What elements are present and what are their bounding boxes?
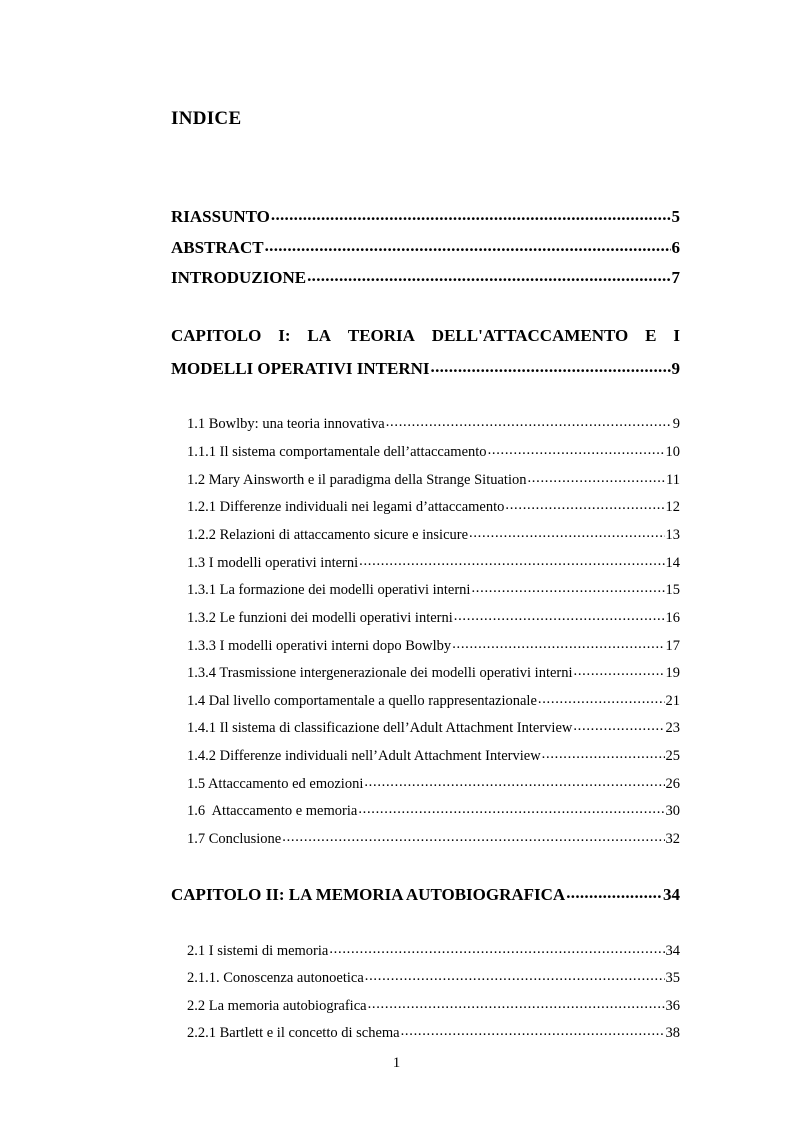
toc-entry-page: 16: [665, 609, 680, 626]
toc-entry-abstract[interactable]: [171, 236, 680, 258]
toc-entry-page: 13: [665, 526, 680, 543]
leader-dots: [358, 800, 664, 815]
toc-entry-label: ABSTRACT: [171, 238, 264, 257]
leader-dots: [566, 883, 662, 900]
toc-entry-section[interactable]: [187, 579, 680, 599]
toc-entry-label: 1.5 Attaccamento ed emozioni: [187, 775, 364, 792]
leader-dots: [488, 441, 665, 456]
toc-entry-section[interactable]: [187, 413, 680, 433]
toc-entry-page: 34: [665, 942, 680, 959]
toc-entry-page: 25: [665, 747, 680, 764]
toc-entry-page: 9: [671, 359, 680, 378]
toc-entry-label: 1.2 Mary Ainsworth e il paradigma della Strange Situation: [187, 471, 527, 488]
toc-entry-label: 1.3.1 La formazione dei modelli operativi interni: [187, 581, 471, 598]
toc-entry-label: 2.2 La memoria autobiografica: [187, 997, 367, 1014]
leader-dots: [368, 995, 665, 1010]
toc-entry-section[interactable]: [187, 607, 680, 627]
chapter-1-word: DELL'ATTACCAMENTO: [431, 326, 629, 345]
leader-dots: [542, 745, 665, 760]
toc-entry-section[interactable]: [187, 635, 680, 655]
toc-entry-page: 11: [666, 471, 680, 488]
toc-entry-section[interactable]: [187, 1022, 680, 1042]
toc-entry-section[interactable]: [187, 496, 680, 516]
toc-entry-riassunto[interactable]: [171, 205, 680, 227]
toc-entry-section[interactable]: [187, 469, 680, 489]
toc-entry-section[interactable]: [187, 940, 680, 960]
toc-entry-page: 6: [671, 238, 680, 257]
toc-entry-label: RIASSUNTO: [171, 207, 270, 226]
toc-entry-page: 15: [665, 581, 680, 598]
toc-entry-page: 14: [665, 554, 680, 571]
toc-entry-page: 38: [665, 1024, 680, 1041]
leader-dots: [573, 717, 664, 732]
toc-entry-section[interactable]: [187, 800, 680, 820]
toc-entry-section[interactable]: [187, 662, 680, 682]
toc-entry-page: 32: [665, 830, 680, 847]
leader-dots: [505, 496, 664, 511]
toc-entry-section[interactable]: [187, 828, 680, 848]
toc-entry-section[interactable]: [187, 524, 680, 544]
toc-entry-page: 23: [665, 719, 680, 736]
leader-dots: [307, 266, 670, 283]
toc-entry-label: 1.2.2 Relazioni di attaccamento sicure e insicure: [187, 526, 469, 543]
leader-dots: [359, 552, 664, 567]
toc-entry-section[interactable]: [187, 745, 680, 765]
leader-dots: [365, 967, 665, 982]
leader-dots: [265, 236, 671, 253]
leader-dots: [469, 524, 664, 539]
toc-entry-label: 1.3 I modelli operativi interni: [187, 554, 359, 571]
toc-entry-label: 1.7 Conclusione: [187, 830, 282, 847]
toc-entry-page: 26: [665, 775, 680, 792]
toc-entry-section[interactable]: [187, 441, 680, 461]
chapter-1-word: E: [645, 326, 657, 345]
toc-entry-label: MODELLI OPERATIVI INTERNI: [171, 359, 430, 378]
toc-entry-page: 7: [671, 268, 680, 287]
toc-entry-label: 1.1 Bowlby: una teoria innovativa: [187, 415, 385, 432]
toc-entry-label: 2.2.1 Bartlett e il concetto di schema: [187, 1024, 400, 1041]
toc-entry-section[interactable]: [187, 773, 680, 793]
leader-dots: [364, 773, 664, 788]
leader-dots: [431, 357, 671, 374]
toc-entry-label: 1.4 Dal livello comportamentale a quello rappresentazionale: [187, 692, 537, 709]
leader-dots: [454, 607, 665, 622]
toc-entry-label: CAPITOLO II: LA MEMORIA AUTOBIOGRAFICA: [171, 885, 566, 904]
leader-dots: [471, 579, 664, 594]
toc-entry-label: 1.4.1 Il sistema di classificazione dell’Adult Attachment Interview: [187, 719, 573, 736]
toc-entry-section[interactable]: [187, 995, 680, 1015]
toc-entry-page: 10: [665, 443, 680, 460]
chapter-1-title-line1[interactable]: [171, 326, 680, 346]
leader-dots: [282, 828, 664, 843]
chapter-1-word: TEORIA: [347, 326, 415, 345]
toc-entry-page: 12: [665, 498, 680, 515]
page-title: INDICE: [171, 108, 242, 129]
chapter-1-word: CAPITOLO: [171, 326, 262, 345]
toc-entry-label: INTRODUZIONE: [171, 268, 307, 287]
toc-entry-page: 5: [671, 207, 680, 226]
leader-dots: [538, 690, 665, 705]
toc-entry-page: 17: [665, 637, 680, 654]
chapter-1-word: LA: [307, 326, 331, 345]
toc-entry-page: 21: [665, 692, 680, 709]
toc-entry-page: 19: [665, 664, 680, 681]
toc-entry-page: 35: [665, 969, 680, 986]
toc-entry-label: 1.3.4 Trasmissione intergenerazionale dei modelli operativi interni: [187, 664, 573, 681]
chapter-1-word: I: [673, 326, 680, 345]
toc-entry-label: 1.3.2 Le funzioni dei modelli operativi interni: [187, 609, 453, 626]
toc-entry-section[interactable]: [187, 690, 680, 710]
leader-dots: [452, 635, 664, 650]
toc-entry-label: 1.1.1 Il sistema comportamentale dell’attaccamento: [187, 443, 487, 460]
leader-dots: [574, 662, 665, 677]
toc-entry-introduzione[interactable]: [171, 266, 680, 288]
toc-entry-section[interactable]: [187, 967, 680, 987]
toc-entry-section[interactable]: [187, 552, 680, 572]
toc-entry-label: 1.6 Attaccamento e memoria: [187, 802, 358, 819]
leader-dots: [271, 205, 671, 222]
chapter-1-word: I:: [278, 326, 291, 345]
toc-entry-page: 34: [663, 885, 680, 904]
leader-dots: [401, 1022, 665, 1037]
toc-entry-label: 2.1.1. Conoscenza autonoetica: [187, 969, 364, 986]
toc-entry-label: 2.1 I sistemi di memoria: [187, 942, 329, 959]
leader-dots: [329, 940, 664, 955]
toc-entry-chapter-2[interactable]: [171, 883, 680, 905]
page-number: 1: [392, 1055, 401, 1071]
toc-entry-page: 36: [665, 997, 680, 1014]
leader-dots: [386, 413, 672, 428]
toc-entry-label: 1.4.2 Differenze individuali nell’Adult Attachment Interview: [187, 747, 541, 764]
toc-entry-section[interactable]: [187, 717, 680, 737]
toc-entry-chapter-1[interactable]: [171, 357, 680, 379]
leader-dots: [527, 469, 665, 484]
toc-entry-page: 30: [665, 802, 680, 819]
toc-entry-label: 1.2.1 Differenze individuali nei legami d’attaccamento: [187, 498, 505, 515]
toc-entry-label: 1.3.3 I modelli operativi interni dopo Bowlby: [187, 637, 452, 654]
toc-entry-page: 9: [672, 415, 680, 432]
